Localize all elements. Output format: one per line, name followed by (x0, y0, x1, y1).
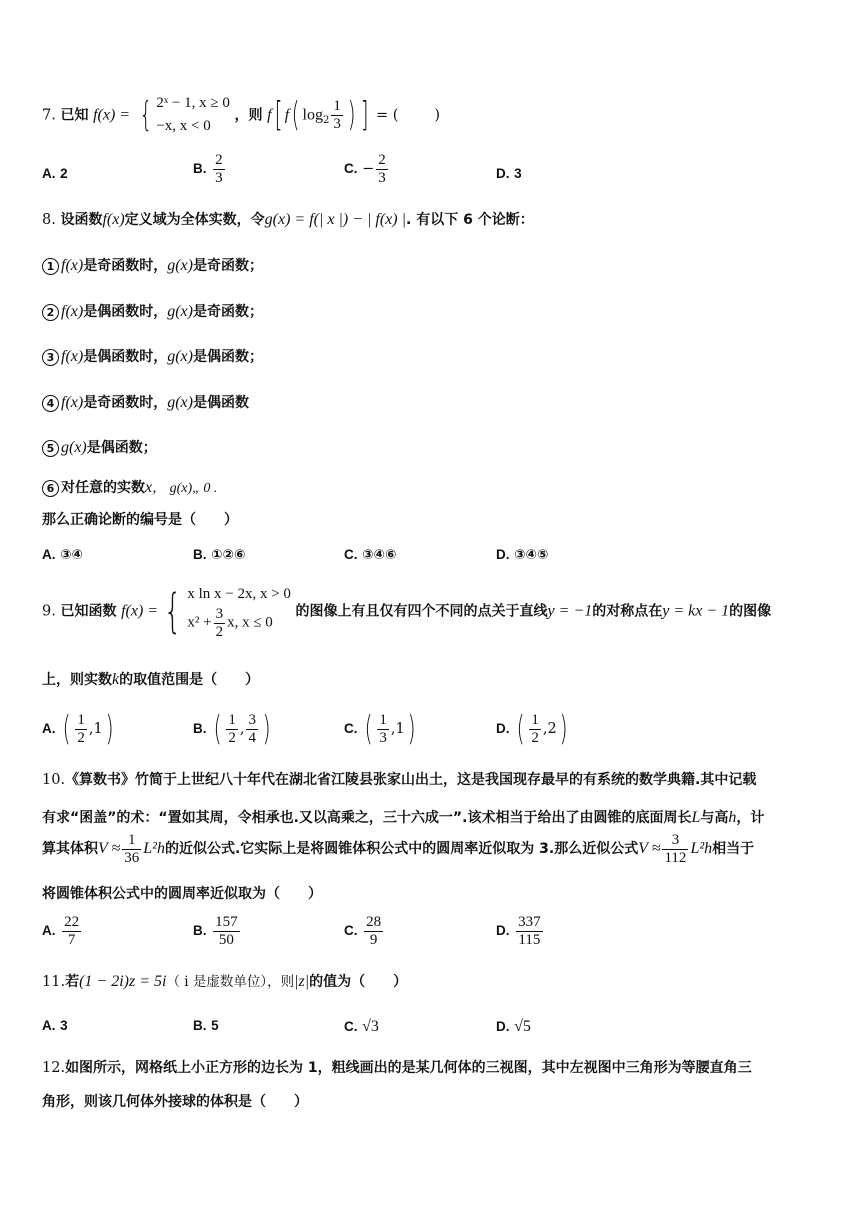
q9-option-b[interactable]: B. ( $\frac{1}{2}$ , $\frac{3}{4}$ ) (193, 709, 271, 749)
q10-text: ，计 (736, 810, 765, 826)
question-7 (42, 92, 440, 139)
option-label: D. (496, 166, 510, 181)
q7-case-2: −x, x < 0 (156, 118, 211, 135)
q10-line-1: 《算数书》竹简于上世纪八十年代在湖北省江陵县张家山出土，这是我国现存最早的有系统的数学典籍.其中记载 (65, 772, 757, 788)
q10-V: V ≈ (98, 840, 121, 857)
q7-prefix: 已知 (60, 107, 89, 124)
item-math-a: f(x) (61, 348, 84, 365)
q9-line: y = −1 (547, 602, 593, 620)
q8-ask (42, 512, 238, 529)
option-value: ①②⑥ (211, 547, 246, 562)
item-text-e: ， g(x)„ 0 . (152, 481, 218, 496)
q8-text-3: . 有以下 6 个论断： (406, 212, 534, 228)
numerator: 3 (662, 832, 688, 850)
numerator: 3 (215, 606, 224, 623)
q10-line-4 (42, 886, 322, 903)
q9-text-6: 的取值范围是（ ） (119, 672, 260, 688)
q11-abs: |z| (294, 973, 310, 990)
q9-option-c[interactable]: C. ( $\frac{1}{3}$ ,1) (344, 709, 416, 749)
numerator: 1 (228, 712, 236, 728)
q7-case-1: 2ˣ − 1, x ≥ 0 (156, 95, 230, 111)
circled-number: 6 (42, 480, 59, 497)
item-text-b: 对任意的实数 (61, 480, 145, 496)
numerator: 1 (77, 712, 85, 728)
option-fraction (213, 914, 240, 948)
option-value: 2 (60, 166, 68, 181)
q7-outer-f: f (267, 106, 272, 124)
q7-log: log (302, 106, 323, 124)
q10-option-a[interactable] (42, 914, 83, 948)
q7-option-c[interactable] (344, 152, 390, 186)
item-text-e: 是偶函数 (192, 395, 249, 411)
option-label: C. (344, 923, 358, 938)
denominator: 50 (218, 931, 234, 948)
option-upper: 1 (93, 721, 103, 737)
option-label: C. (344, 721, 358, 736)
question-number: 8. (42, 212, 56, 228)
q10-line-3 (42, 832, 754, 866)
circled-number: 1 (42, 258, 59, 275)
option-label: B. (193, 721, 207, 736)
option-sign: − (362, 161, 375, 177)
q11-option-a[interactable] (42, 1018, 68, 1034)
question-number: 7. (42, 107, 56, 124)
numerator: 3 (248, 712, 256, 728)
option-label: A. (42, 1018, 56, 1033)
denominator: 3 (333, 115, 341, 132)
option-upper: 2 (547, 721, 557, 737)
q10-fraction-1 (122, 832, 141, 866)
right-paren: ) (407, 709, 416, 749)
option-fraction (246, 712, 258, 746)
q8-item-4 (42, 393, 249, 412)
option-value: 3 (514, 166, 522, 181)
question-11 (42, 972, 407, 991)
numerator: 1 (122, 832, 141, 850)
right-bracket: ] (360, 94, 369, 135)
q10-option-d[interactable] (496, 914, 545, 948)
case-part: x² + (187, 614, 212, 631)
denominator: 115 (518, 931, 541, 948)
q9-fx: f(x) = (121, 602, 159, 620)
q10-V: V ≈ (638, 840, 661, 857)
q7-fx: f(x) = (93, 106, 131, 124)
q9-line-continuation (42, 670, 259, 689)
option-label: B. (193, 923, 207, 938)
denominator: 2 (531, 729, 539, 746)
option-label: A. (42, 166, 56, 181)
item-text-b: 是奇函数时， (83, 258, 168, 274)
item-text-e: 是奇函数； (192, 258, 263, 274)
numerator: 28 (366, 914, 382, 930)
question-10 (42, 772, 756, 789)
option-value: √3 (362, 1018, 379, 1035)
denominator: 3 (378, 169, 386, 186)
item-text-e: 是奇函数； (192, 304, 263, 320)
q7-tail-close: ) (434, 107, 441, 124)
option-label: D. (496, 1019, 510, 1034)
q9-k: k (112, 671, 120, 688)
q10-text: 算其体积 (42, 841, 98, 857)
numerator: 157 (215, 914, 238, 930)
left-brace: { (139, 94, 152, 135)
option-fraction (377, 712, 389, 746)
item-text-b: 是偶函数； (86, 440, 157, 456)
denominator: 2 (215, 623, 224, 640)
q8-option-c[interactable] (344, 547, 396, 563)
q10-text: 相当于 (712, 841, 755, 857)
option-label: A. (42, 923, 56, 938)
option-upper: 1 (395, 721, 405, 737)
option-label: D. (496, 721, 510, 736)
denominator: 4 (248, 729, 256, 746)
q12-line-2 (42, 1094, 308, 1111)
q12-line-2-text: 角形，则该几何体外接球的体积是（ ） (42, 1094, 308, 1110)
q9-option-d[interactable]: D. ( $\frac{1}{2}$ ,2) (496, 709, 568, 749)
q10-L2h: L²h (143, 840, 165, 857)
left-paren: ( (62, 709, 71, 749)
q9-text-4: 的图像 (729, 603, 772, 620)
q11-option-c[interactable] (344, 1018, 379, 1036)
case-part: x, x ≤ 0 (227, 614, 273, 631)
right-paren: ) (262, 709, 271, 749)
option-label: A. (42, 547, 56, 562)
q9-text-3: 的对称点在 (592, 603, 663, 620)
q9-piecewise (187, 583, 291, 640)
option-label: A. (42, 721, 56, 736)
option-label: C. (344, 1019, 358, 1034)
item-math-g: g(x) (167, 394, 193, 411)
option-fraction (213, 152, 225, 186)
denominator: 36 (124, 849, 140, 866)
q10-L2h: L²h (690, 840, 713, 857)
q7-tail: = ( (375, 107, 399, 124)
question-9 (42, 583, 771, 640)
q10-h: h (728, 809, 737, 826)
left-paren: ( (213, 709, 222, 749)
item-math-g: g(x) (167, 303, 193, 320)
numerator: 1 (531, 712, 539, 728)
q9-text-1: 已知函数 (60, 603, 117, 620)
denominator: 9 (369, 931, 378, 948)
denominator: 3 (215, 169, 223, 186)
item-math-a: g(x) (61, 439, 87, 456)
q11-option-d[interactable] (496, 1018, 531, 1036)
q7-fraction (331, 98, 343, 132)
q10-fraction-2 (662, 832, 688, 866)
option-fraction (516, 914, 543, 948)
option-label: B. (193, 161, 207, 176)
q9-text-2: 的图像上有且仅有四个不同的点关于直线 (295, 603, 548, 620)
q10-text: 有求“囷盖”的术：“置如其周，令相承也.又以高乘之，三十六成一”.该术相当于给出了由圆锥的底面周长 (42, 810, 692, 826)
q8-item-6 (42, 478, 217, 498)
item-text-b: 是偶函数时， (83, 304, 168, 320)
q11-text: 的值为（ ） (309, 974, 408, 990)
q8-option-d[interactable] (496, 547, 548, 563)
option-fraction (62, 914, 81, 948)
q11-equation: (1 − 2i)z = 5i (79, 973, 167, 990)
q9-text-5: 上，则实数 (42, 672, 112, 688)
question-number: 12. (42, 1060, 66, 1076)
q8-text-1: 设函数 (60, 212, 103, 228)
item-text-b: 是奇函数时， (83, 395, 168, 411)
q10-text: 的近似公式.它实际上是将圆锥体积公式中的圆周率近似取为 3.那么近似公式 (164, 841, 639, 857)
denominator: 2 (228, 729, 236, 746)
option-label: D. (496, 923, 510, 938)
question-12 (42, 1060, 752, 1077)
q10-L: L (691, 809, 701, 826)
q11-option-b[interactable] (193, 1018, 219, 1034)
item-math-a: f(x) (61, 303, 84, 320)
q11-text: 若 (65, 974, 80, 990)
item-text-b: 是偶函数时， (83, 349, 168, 365)
numerator: 2 (215, 152, 223, 168)
denominator: 3 (379, 729, 387, 746)
left-paren: ( (291, 94, 300, 135)
ask-text: 那么正确论断的编号是（ ） (42, 512, 238, 528)
q10-line-2 (42, 808, 764, 827)
numerator: 1 (379, 712, 387, 728)
option-label: C. (344, 547, 358, 562)
q7-inner-f: f (284, 106, 290, 124)
option-value: √5 (514, 1018, 531, 1035)
numerator: 22 (64, 914, 80, 930)
q7-option-b[interactable] (193, 152, 227, 186)
q10-option-c[interactable] (344, 914, 385, 948)
option-value: 5 (211, 1018, 219, 1033)
q10-option-b[interactable] (193, 914, 242, 948)
question-8 (42, 210, 534, 229)
q9-option-a[interactable]: A. ( $\frac{1}{2}$ ,1) (42, 709, 114, 749)
option-fraction (529, 712, 541, 746)
option-label: C. (344, 161, 358, 176)
q8-item-2 (42, 302, 263, 321)
q11-text: （ i 是虚数单位），则 (166, 974, 295, 990)
option-label: B. (193, 547, 207, 562)
q10-text: 将圆锥体积公式中的圆周率近似取为（ ） (42, 886, 322, 902)
option-fraction (364, 914, 383, 948)
q8-item-3 (42, 347, 263, 366)
q7-mid: ，则 (234, 107, 263, 124)
q7-log-base: 2 (322, 115, 330, 127)
circled-number: 4 (42, 395, 59, 412)
item-text-e: 是偶函数； (192, 349, 263, 365)
denominator: 2 (77, 729, 85, 746)
numerator: 1 (333, 98, 341, 115)
q9-case-1: x ln x − 2x, x > 0 (187, 586, 291, 602)
q7-option-d[interactable] (496, 166, 522, 182)
numerator: 337 (518, 914, 541, 930)
q8-fx: f(x) (102, 211, 125, 228)
item-math-a: f(x) (61, 394, 84, 411)
item-math-g: g(x) (167, 257, 193, 274)
question-number: 10. (42, 772, 66, 788)
option-label: D. (496, 547, 510, 562)
circled-number: 3 (42, 349, 59, 366)
q7-option-a[interactable] (42, 166, 68, 182)
q9-case-2 (187, 606, 291, 640)
option-value: ③④⑤ (514, 547, 549, 562)
option-value: 3 (60, 1018, 68, 1033)
question-number: 9. (42, 603, 56, 620)
q8-text-2: 定义域为全体实数，令 (124, 212, 265, 228)
q8-gx: g(x) = f(| x |) − | f(x) | (264, 211, 407, 228)
left-bracket: [ (274, 94, 283, 135)
denominator: 7 (67, 931, 76, 948)
q8-option-b[interactable] (193, 547, 245, 563)
option-fraction (376, 152, 388, 186)
q10-text: 与高 (700, 810, 729, 826)
case-fraction (214, 606, 226, 640)
item-math-g: g(x) (167, 348, 193, 365)
option-fraction (75, 712, 87, 746)
circled-number: 2 (42, 304, 59, 321)
numerator: 2 (378, 152, 386, 168)
q8-option-a[interactable] (42, 547, 83, 563)
option-label: B. (193, 1018, 207, 1033)
item-math-g: x (145, 479, 153, 496)
circled-number: 5 (42, 440, 59, 457)
item-math-a: f(x) (61, 257, 84, 274)
left-paren: ( (516, 709, 525, 749)
q7-piecewise (156, 92, 230, 139)
option-fraction (226, 712, 238, 746)
denominator: 112 (664, 849, 687, 866)
q9-line-2: y = kx − 1 (662, 602, 730, 620)
option-value: ③④⑥ (362, 547, 397, 562)
q8-item-5 (42, 438, 157, 457)
q8-item-1 (42, 256, 263, 275)
left-brace: { (163, 584, 182, 639)
right-paren: ) (347, 94, 356, 135)
question-number: 11. (42, 974, 66, 990)
left-paren: ( (364, 709, 373, 749)
right-paren: ) (105, 709, 114, 749)
q12-line-1: 如图所示，网格纸上小正方形的边长为 1，粗线画出的是某几何体的三视图，其中左视图中三角形为等腰直角三 (65, 1060, 752, 1076)
right-paren: ) (559, 709, 568, 749)
option-value: ③④ (60, 547, 83, 562)
